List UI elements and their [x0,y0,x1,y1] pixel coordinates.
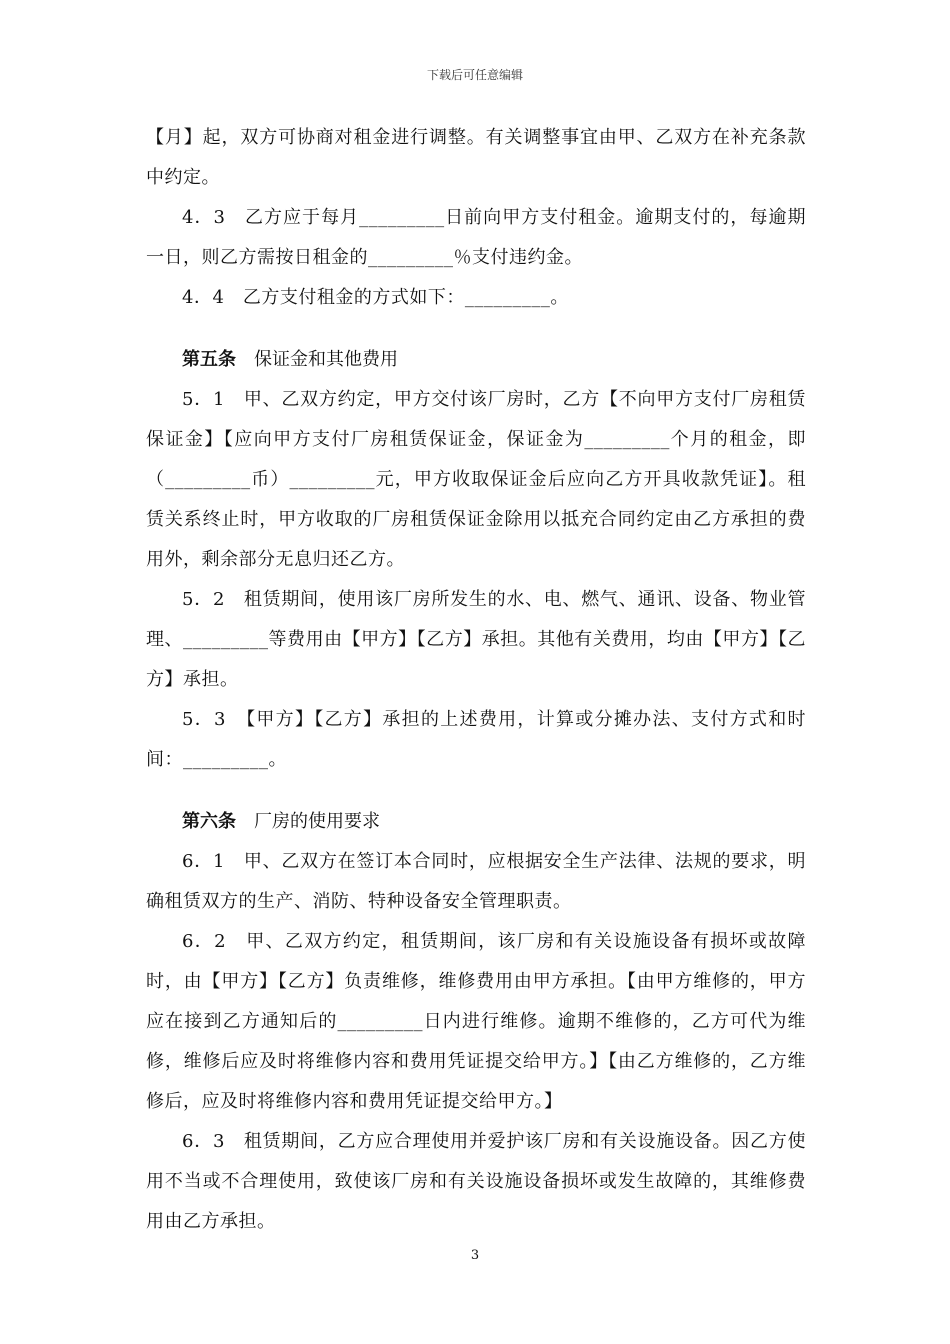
article-5-title: 保证金和其他费用 [254,349,398,370]
article-6-label: 第六条 [182,811,236,832]
clause-6-3: 6．3 租赁期间，乙方应合理使用并爱护该厂房和有关设施设备。因乙方使用不当或不合理使用，致使该厂房和有关设施设备损坏或发生故障的，其维修费用由乙方承担。 [146,1131,806,1232]
page-number: 3 [470,1248,480,1263]
clause-5-1: 5．1 甲、乙双方约定，甲方交付该厂房时，乙方【不向甲方支付厂房租赁保证金】【应向甲方支付厂房租赁保证金，保证金为_________个月的租金，即（_________币）_________元，甲方收取保证金后应向乙方开具收款凭证】。租赁关系终止时，甲方收取的厂房租赁保证金除用以抵充合同约定由乙方承担的费用外，剩余部分无息归还乙方。 [146,389,806,570]
clause-6-1: 6．1 甲、乙双方在签订本合同时，应根据安全生产法律、法规的要求，明确租赁双方的生产、消防、特种设备安全管理职责。 [146,851,806,912]
clause-5-2: 5．2 租赁期间，使用该厂房所发生的水、电、燃气、通讯、设备、物业管理、_________等费用由【甲方】【乙方】承担。其他有关费用，均由【甲方】【乙方】承担。 [146,589,806,690]
clause-4-4: 4．4 乙方支付租金的方式如下：_________。 [182,287,569,308]
article-5-heading [146,340,806,380]
article-5-label: 第五条 [182,349,236,370]
paragraph-rent-adjustment: 【月】起，双方可协商对租金进行调整。有关调整事宜由甲、乙双方在补充条款中约定。 [146,127,806,188]
clause-5-3: 5．3 【甲方】【乙方】承担的上述费用，计算或分摊办法、支付方式和时间：_________。 [146,709,806,770]
clause-4-3: 4．3 乙方应于每月_________日前向甲方支付租金。逾期支付的，每逾期一日，则乙方需按日租金的_________％支付违约金。 [146,207,806,268]
article-6-heading [146,802,806,842]
document-body [146,118,806,1242]
article-6-title: 厂房的使用要求 [254,811,380,832]
clause-6-2: 6．2 甲、乙双方约定，租赁期间，该厂房和有关设施设备有损坏或故障时，由【甲方】【乙方】负责维修，维修费用由甲方承担。【由甲方维修的，甲方应在接到乙方通知后的_________日内进行维修。逾期不维修的，乙方可代为维修，维修后应及时将维修内容和费用凭证提交给甲方。】【由乙方维修的，乙方维修后，应及时将维修内容和费用凭证提交给甲方。】 [146,931,806,1112]
page-header: 下载后可任意编辑 [426,68,523,82]
